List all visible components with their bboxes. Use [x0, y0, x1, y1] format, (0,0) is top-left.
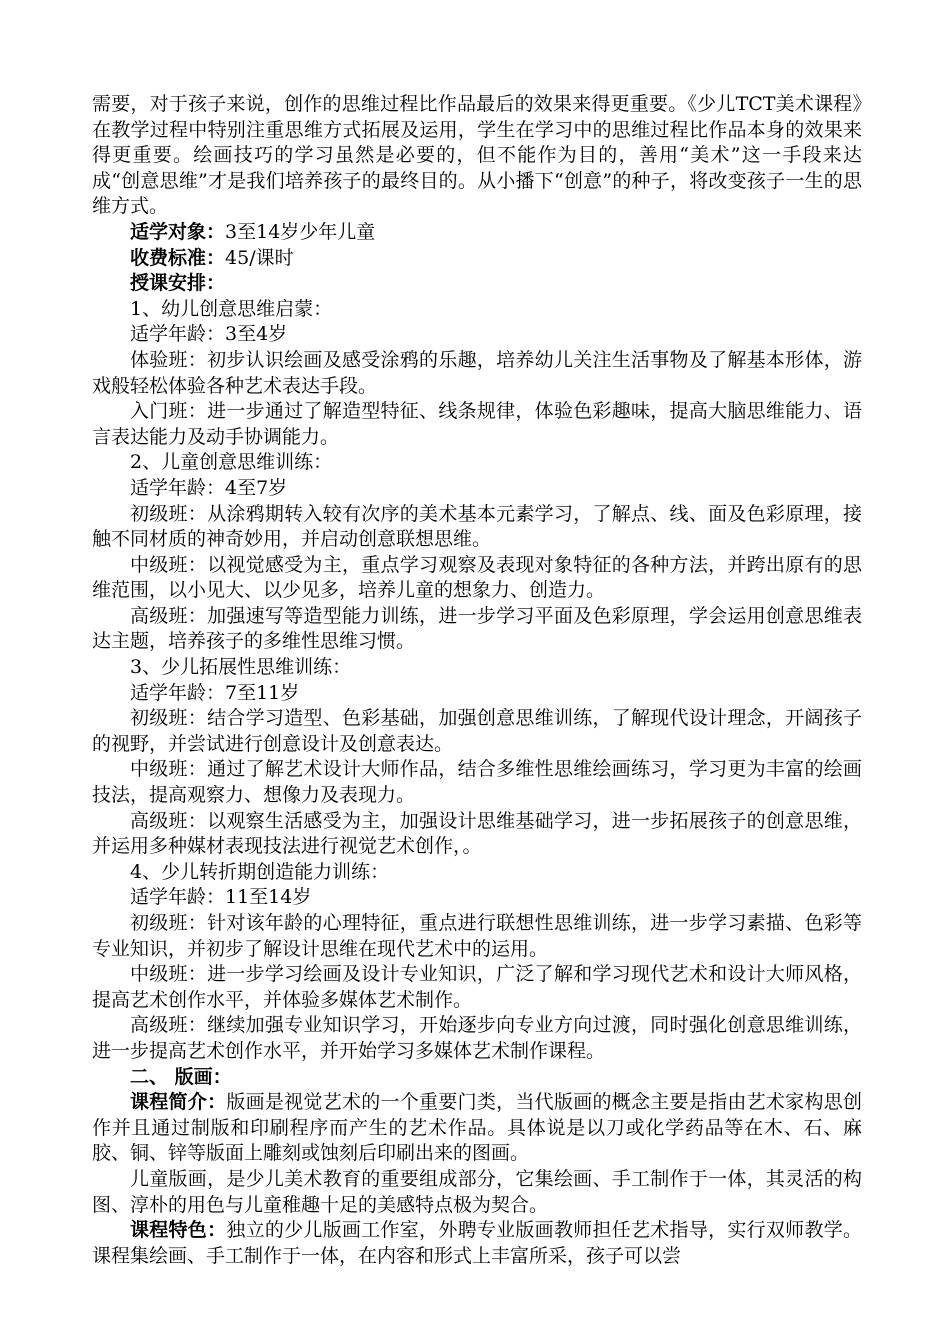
fee-line — [92, 246, 862, 272]
group-age: 适学年龄：7至11岁 — [130, 681, 300, 704]
course-feature-text: 独立的少儿版画工作室，外聘专业版画教师担任艺术指导，实行双师教学。课程集绘画、手工制作于一体，在内容和形式上丰富所采，孩子可以尝 — [92, 1219, 862, 1267]
section-heading — [92, 1065, 862, 1091]
target-audience-value: 3至14岁少年儿童 — [225, 220, 376, 243]
document-page — [92, 92, 862, 1269]
class-description: 中级班：进一步学习绘画及设计专业知识，广泛了解和学习现代艺术和设计大师风格，提高艺术创作水平，并体验多媒体艺术制作。 — [92, 963, 862, 1011]
course-feature-paragraph — [92, 1218, 862, 1269]
section-heading-text: 二、 版画： — [130, 1065, 232, 1088]
course-intro-paragraph — [92, 1090, 862, 1167]
class-description: 中级班：通过了解艺术设计大师作品，结合多维性思维绘画练习，学习更为丰富的绘画技法，提高观察力、想像力及表现力。 — [92, 758, 862, 807]
course-intro-text: 版画是视觉艺术的一个重要门类，当代版画的概念主要是指由艺术家构思创作并且通过制版和印刷程序而产生的艺术作品。具体说是以刀或化学药品等在木、石、麻胶、铜、锌等版面上雕刻或蚀刻后印刷出来的图画。 — [92, 1091, 862, 1165]
class-description: 高级班：继续加强专业知识学习，开始逐步向专业方向过渡，同时强化创意思维训练，进一步提高艺术创作水平，并开始学习多媒体艺术制作课程。 — [92, 1014, 862, 1062]
group-title: 1、幼儿创意思维启蒙： — [130, 297, 333, 320]
class-description: 初级班：从涂鸦期转入较有次序的美术基本元素学习，了解点、线、面及色彩原理，接触不同材质的神奇妙用，并启动创意联想思维。 — [92, 502, 862, 551]
class-description: 中级班：以视觉感受为主，重点学习观察及表现对象特征的各种方法，并跨出原有的思维范围，以小见大、以少见多，培养儿童的想象力、创造力。 — [92, 553, 862, 602]
class-description: 高级班：以观察生活感受为主，加强设计思维基础学习，进一步拓展孩子的创意思维，并运用多种媒材表现技法进行视觉艺术创作，。 — [92, 809, 862, 858]
group-title: 2、儿童创意思维训练： — [130, 451, 333, 474]
intro-paragraph-tail: 需要，对于孩子来说，创作的思维过程比作品最后的效果来得更重要。《少儿TCT美术课程》在教学过程中特别注重思维方式拓展及运用，学生在学习中的思维过程比作品本身的效果来得更重要。绘画技巧的学习虽然是必要的，但不能作为目的，善用“美术”这一手段来达成“创意思维”才是我们培养孩子的最终目的。从小播下“创意”的种子，将改变孩子一生的思维方式。 — [92, 93, 862, 218]
schedule-heading — [92, 271, 862, 297]
target-audience-label: 适学对象： — [130, 220, 226, 243]
fee-value: 45/课时 — [225, 246, 294, 269]
fee-label: 收费标准： — [130, 246, 226, 269]
kids-print-paragraph: 儿童版画，是少儿美术教育的重要组成部分，它集绘画、手工制作于一体，其灵活的构图、淳朴的用色与儿童稚趣十足的美感特点极为契合。 — [92, 1167, 862, 1216]
group-age: 适学年龄：3至4岁 — [130, 323, 288, 346]
group-title: 3、少儿拓展性思维训练： — [130, 656, 352, 679]
group-title: 4、少儿转折期创造能力训练： — [130, 860, 390, 883]
class-description: 初级班：针对该年龄的心理特征，重点进行联想性思维训练，进一步学习素描、色彩等专业知识，并初步了解设计思维在现代艺术中的运用。 — [92, 912, 862, 960]
schedule-label: 授课安排： — [130, 272, 226, 295]
target-audience-line — [92, 220, 862, 246]
course-feature-label: 课程特色： — [130, 1219, 227, 1242]
course-intro-label: 课程简介： — [130, 1091, 227, 1114]
group-age: 适学年龄：11至14岁 — [130, 886, 312, 909]
group-age: 适学年龄：4至7岁 — [130, 476, 288, 499]
class-description: 初级班：结合学习造型、色彩基础，加强创意思维训练，了解现代设计理念，开阔孩子的视野，并尝试进行创意设计及创意表达。 — [92, 707, 862, 755]
class-description: 高级班：加强速写等造型能力训练，进一步学习平面及色彩原理，学会运用创意思维表达主题，培养孩子的多维性思维习惯。 — [92, 604, 862, 653]
class-description: 入门班：进一步通过了解造型特征、线条规律，体验色彩趣味，提高大脑思维能力、语言表达能力及动手协调能力。 — [92, 400, 862, 448]
class-description: 体验班：初步认识绘画及感受涂鸦的乐趣，培养幼儿关注生活事物及了解基本形体，游戏般轻松体验各种艺术表达手段。 — [92, 348, 862, 397]
